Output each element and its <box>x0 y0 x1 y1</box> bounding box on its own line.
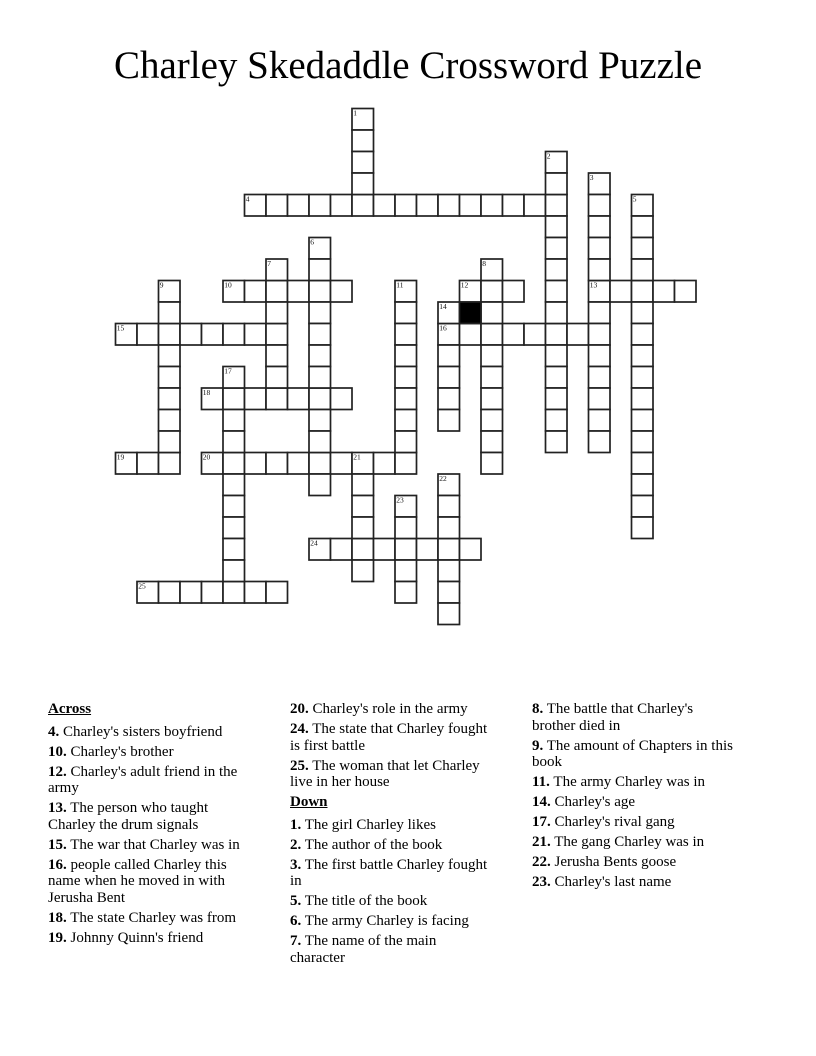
down-header: Down <box>290 794 328 810</box>
clue-number: 21. <box>532 834 551 850</box>
grid-cell[interactable] <box>223 517 245 539</box>
cell-number: 7 <box>267 259 272 269</box>
grid-cell[interactable] <box>352 539 374 561</box>
cell-number: 22 <box>439 474 447 484</box>
grid-cell[interactable] <box>223 496 245 518</box>
grid-cell[interactable] <box>438 195 460 217</box>
grid-cell[interactable] <box>266 367 288 389</box>
grid-cell[interactable] <box>288 388 310 410</box>
grid-cell[interactable] <box>481 431 503 453</box>
grid-cell[interactable] <box>438 388 460 410</box>
clue-number: 14. <box>532 794 551 810</box>
clue-6: 6. The army Charley is facing <box>290 913 469 929</box>
grid-cell[interactable] <box>481 302 503 324</box>
grid-cell[interactable] <box>503 281 525 303</box>
clue-number: 25. <box>290 757 309 774</box>
page-title: Charley Skedaddle Crossword Puzzle <box>113 44 703 87</box>
clue-21: 21. The gang Charley was in <box>532 834 705 850</box>
grid-cell[interactable] <box>266 388 288 410</box>
grid-cell[interactable] <box>202 582 224 604</box>
grid-cell[interactable] <box>481 388 503 410</box>
grid-cell[interactable] <box>223 431 245 453</box>
grid-cell[interactable] <box>352 560 374 582</box>
grid-cell[interactable] <box>395 324 417 346</box>
clue-10: 10. Charley's brother <box>48 743 174 760</box>
crossword-grid <box>114 107 698 631</box>
grid-cell[interactable] <box>266 324 288 346</box>
clue-number: 20. <box>290 701 309 717</box>
grid-cell[interactable] <box>159 367 181 389</box>
grid-cell[interactable] <box>653 281 675 303</box>
grid-cell[interactable] <box>245 388 267 410</box>
grid-cell[interactable] <box>546 367 568 389</box>
clue-24: 24. The state that Charley fought is first battle <box>290 721 488 754</box>
clue-column-middle <box>290 701 495 970</box>
grid-cell[interactable] <box>331 539 353 561</box>
grid-cell[interactable] <box>589 324 611 346</box>
grid-cell[interactable] <box>438 367 460 389</box>
grid-cell[interactable] <box>180 582 202 604</box>
grid-cell[interactable] <box>481 453 503 475</box>
clue-number: 3. <box>290 856 302 873</box>
grid-cell[interactable] <box>546 173 568 195</box>
grid-cell[interactable] <box>223 474 245 496</box>
grid-cell[interactable] <box>524 324 546 346</box>
grid-cell[interactable] <box>352 130 374 152</box>
grid-cell[interactable] <box>589 345 611 367</box>
grid-cell[interactable] <box>632 388 654 410</box>
grid-cell[interactable] <box>374 453 396 475</box>
clue-number: 12. <box>48 763 67 780</box>
grid-cell[interactable] <box>374 539 396 561</box>
cell-number: 15 <box>116 323 125 333</box>
grid-cell[interactable] <box>159 453 181 475</box>
grid-cell[interactable] <box>309 410 331 432</box>
grid-cell[interactable] <box>137 453 159 475</box>
grid-cell[interactable] <box>632 474 654 496</box>
grid-cell[interactable] <box>309 281 331 303</box>
grid-cell-black <box>460 302 482 324</box>
grid-cell[interactable] <box>159 410 181 432</box>
grid-cell[interactable] <box>589 367 611 389</box>
cell-number: 14 <box>439 302 447 312</box>
grid-cell[interactable] <box>288 195 310 217</box>
grid-cell[interactable] <box>309 388 331 410</box>
grid-cell[interactable] <box>632 431 654 453</box>
grid-cell[interactable] <box>309 302 331 324</box>
grid-cell[interactable] <box>395 539 417 561</box>
grid-cell[interactable] <box>481 367 503 389</box>
grid-cell[interactable] <box>309 324 331 346</box>
grid-cell[interactable] <box>180 324 202 346</box>
grid-cell[interactable] <box>632 216 654 238</box>
grid-cell[interactable] <box>632 324 654 346</box>
grid-cell[interactable] <box>632 238 654 260</box>
grid-cell[interactable] <box>546 195 568 217</box>
clue-13: 13. The person who taught Charley the drum signals <box>48 800 209 833</box>
clue-number: 17. <box>532 814 551 830</box>
grid-cell[interactable] <box>331 195 353 217</box>
grid-cell[interactable] <box>417 539 439 561</box>
grid-cell[interactable] <box>632 345 654 367</box>
grid-cell[interactable] <box>589 216 611 238</box>
grid-cell[interactable] <box>589 431 611 453</box>
grid-cell[interactable] <box>460 195 482 217</box>
clue-20: 20. Charley's role in the army <box>290 701 468 717</box>
grid-cell[interactable] <box>223 582 245 604</box>
clue-14: 14. Charley's age <box>532 794 636 810</box>
clue-17: 17. Charley's rival gang <box>532 814 675 830</box>
cell-number: 25 <box>138 581 146 591</box>
cell-number: 1 <box>353 108 358 118</box>
grid-cell[interactable] <box>159 388 181 410</box>
grid-cell[interactable] <box>503 195 525 217</box>
grid-cell[interactable] <box>632 410 654 432</box>
grid-cell[interactable] <box>288 281 310 303</box>
clue-9: 9. The amount of Chapters in this book <box>532 737 733 770</box>
cell-number: 2 <box>546 151 551 161</box>
clue-column-down <box>532 701 740 894</box>
grid-cell[interactable] <box>223 539 245 561</box>
grid-cell[interactable] <box>589 410 611 432</box>
grid-cell[interactable] <box>632 453 654 475</box>
clue-number: 16. <box>48 856 67 873</box>
grid-cell[interactable] <box>352 195 374 217</box>
grid-cell[interactable] <box>481 345 503 367</box>
grid-cell[interactable] <box>632 496 654 518</box>
grid-cell[interactable] <box>245 324 267 346</box>
clue-7: 7. The name of the main character <box>290 933 437 966</box>
clue-25: 25. The woman that let Charley live in her house <box>290 757 480 790</box>
across-header: Across <box>48 701 92 717</box>
grid-cell[interactable] <box>632 367 654 389</box>
grid-cell[interactable] <box>245 582 267 604</box>
grid-cell[interactable] <box>481 410 503 432</box>
cell-number: 16 <box>439 323 447 333</box>
grid-cell[interactable] <box>395 560 417 582</box>
clue-number: 13. <box>48 800 67 816</box>
cell-number: 21 <box>353 452 361 462</box>
grid-cell[interactable] <box>266 345 288 367</box>
clue-number: 5. <box>290 893 302 909</box>
clue-18: 18. The state Charley was from <box>48 909 237 926</box>
cell-number: 17 <box>224 366 232 376</box>
clue-number: 23. <box>532 874 551 890</box>
clue-number: 6. <box>290 913 302 929</box>
clue-number: 18. <box>48 909 67 926</box>
grid-cell[interactable] <box>460 539 482 561</box>
cell-number: 9 <box>159 280 164 290</box>
grid-cell[interactable] <box>352 152 374 174</box>
cell-number: 19 <box>116 452 125 462</box>
grid-cell[interactable] <box>546 410 568 432</box>
cell-number: 3 <box>589 173 594 183</box>
clue-number: 15. <box>48 836 67 853</box>
grid-cell[interactable] <box>352 496 374 518</box>
grid-cell[interactable] <box>309 453 331 475</box>
clue-8: 8. The battle that Charley's brother died in <box>532 701 694 734</box>
clue-column-across <box>48 701 253 950</box>
grid-cell[interactable] <box>309 345 331 367</box>
grid-cell[interactable] <box>546 281 568 303</box>
grid-cell[interactable] <box>395 367 417 389</box>
clue-23: 23. Charley's last name <box>532 874 672 890</box>
grid-cell[interactable] <box>395 410 417 432</box>
grid-cell[interactable] <box>632 281 654 303</box>
grid-cell[interactable] <box>223 560 245 582</box>
clue-4: 4. Charley's sisters boyfriend <box>48 723 223 740</box>
cell-number: 23 <box>396 495 404 505</box>
grid-cell[interactable] <box>546 216 568 238</box>
grid-cell[interactable] <box>331 388 353 410</box>
grid-cell[interactable] <box>438 603 460 625</box>
cell-number: 8 <box>482 259 487 269</box>
grid-cell[interactable] <box>589 388 611 410</box>
grid-cell[interactable] <box>546 431 568 453</box>
grid-cell[interactable] <box>438 345 460 367</box>
clue-number: 10. <box>48 743 67 760</box>
grid-cell[interactable] <box>266 582 288 604</box>
grid-cell[interactable] <box>632 259 654 281</box>
grid-cell[interactable] <box>438 539 460 561</box>
grid-cell[interactable] <box>546 259 568 281</box>
clue-number: 24. <box>290 721 309 737</box>
grid-cell[interactable] <box>245 453 267 475</box>
grid-cell[interactable] <box>288 453 310 475</box>
clue-number: 22. <box>532 854 551 870</box>
clue-16: 16. people called Charley this name when he moved in with Jerusha Bent <box>48 856 227 906</box>
clue-12: 12. Charley's adult friend in the army <box>48 763 238 796</box>
clue-number: 9. <box>532 737 544 754</box>
grid-cell[interactable] <box>331 453 353 475</box>
grid-cell[interactable] <box>159 324 181 346</box>
grid-cell[interactable] <box>266 453 288 475</box>
grid-cell[interactable] <box>223 453 245 475</box>
grid-cell[interactable] <box>395 388 417 410</box>
grid-cell[interactable] <box>589 259 611 281</box>
grid-cell[interactable] <box>632 302 654 324</box>
crossword-grid-svg <box>114 107 698 626</box>
grid-cell[interactable] <box>589 238 611 260</box>
clue-2: 2. The author of the book <box>290 836 443 853</box>
grid-cell[interactable] <box>159 582 181 604</box>
clue-15: 15. The war that Charley was in <box>48 836 240 853</box>
grid-cell[interactable] <box>546 345 568 367</box>
grid-cell[interactable] <box>395 302 417 324</box>
clue-5: 5. The title of the book <box>290 893 428 909</box>
clue-number: 4. <box>48 723 60 740</box>
grid-cell[interactable] <box>438 410 460 432</box>
clue-1: 1. The girl Charley likes <box>290 816 436 833</box>
grid-cell[interactable] <box>632 517 654 539</box>
cell-number: 13 <box>589 280 598 290</box>
grid-cell[interactable] <box>589 302 611 324</box>
grid-cell[interactable] <box>223 388 245 410</box>
clue-number: 11. <box>532 774 550 790</box>
grid-cell[interactable] <box>309 431 331 453</box>
grid-cell[interactable] <box>567 324 589 346</box>
grid-cell[interactable] <box>524 195 546 217</box>
grid-cell[interactable] <box>395 431 417 453</box>
grid-cell[interactable] <box>610 281 632 303</box>
grid-cell[interactable] <box>266 302 288 324</box>
grid-cell[interactable] <box>309 259 331 281</box>
cell-number: 11 <box>396 280 404 290</box>
cell-number: 4 <box>245 194 250 204</box>
grid-cell[interactable] <box>352 173 374 195</box>
grid-cell[interactable] <box>266 281 288 303</box>
grid-cell[interactable] <box>352 517 374 539</box>
grid-cell[interactable] <box>159 431 181 453</box>
grid-cell[interactable] <box>438 560 460 582</box>
clue-11: 11. The army Charley was in <box>532 774 706 790</box>
grid-cell[interactable] <box>245 281 267 303</box>
grid-cell[interactable] <box>223 410 245 432</box>
grid-cell[interactable] <box>395 195 417 217</box>
grid-cell[interactable] <box>309 195 331 217</box>
grid-cell[interactable] <box>331 281 353 303</box>
cell-number: 20 <box>202 452 211 462</box>
grid-cell[interactable] <box>223 324 245 346</box>
cell-number: 24 <box>310 538 318 548</box>
grid-cell[interactable] <box>438 582 460 604</box>
cell-number: 18 <box>202 388 211 398</box>
grid-cell[interactable] <box>395 517 417 539</box>
cell-number: 10 <box>224 280 232 290</box>
cell-number: 12 <box>460 280 469 290</box>
clue-22: 22. Jerusha Bents goose <box>532 854 677 870</box>
grid-cell[interactable] <box>395 345 417 367</box>
cell-number: 6 <box>310 237 315 247</box>
clue-3: 3. The first battle Charley fought in <box>290 856 488 889</box>
grid-cell[interactable] <box>546 388 568 410</box>
grid-cell[interactable] <box>438 517 460 539</box>
clue-number: 8. <box>532 701 544 717</box>
clue-19: 19. Johnny Quinn's friend <box>48 929 204 946</box>
grid-cell[interactable] <box>202 324 224 346</box>
grid-cell[interactable] <box>546 302 568 324</box>
clue-number: 7. <box>290 933 302 949</box>
grid-cell[interactable] <box>503 324 525 346</box>
grid-cell[interactable] <box>481 195 503 217</box>
clue-number: 1. <box>290 816 302 833</box>
grid-cell[interactable] <box>546 324 568 346</box>
grid-cell[interactable] <box>374 195 396 217</box>
grid-cell[interactable] <box>417 195 439 217</box>
grid-cell[interactable] <box>352 474 374 496</box>
grid-cell[interactable] <box>159 345 181 367</box>
cell-number: 5 <box>632 194 637 204</box>
grid-cell[interactable] <box>309 367 331 389</box>
grid-cell[interactable] <box>589 195 611 217</box>
grid-cell[interactable] <box>137 324 159 346</box>
grid-cell[interactable] <box>481 281 503 303</box>
clue-number: 19. <box>48 929 67 946</box>
grid-cell[interactable] <box>460 324 482 346</box>
grid-cell[interactable] <box>395 453 417 475</box>
grid-cell[interactable] <box>438 496 460 518</box>
grid-cell[interactable] <box>266 195 288 217</box>
grid-cell[interactable] <box>546 238 568 260</box>
grid-cell[interactable] <box>481 324 503 346</box>
clue-number: 2. <box>290 836 302 853</box>
grid-cell[interactable] <box>395 582 417 604</box>
grid-cell[interactable] <box>675 281 697 303</box>
grid-cell[interactable] <box>309 474 331 496</box>
grid-cell[interactable] <box>159 302 181 324</box>
